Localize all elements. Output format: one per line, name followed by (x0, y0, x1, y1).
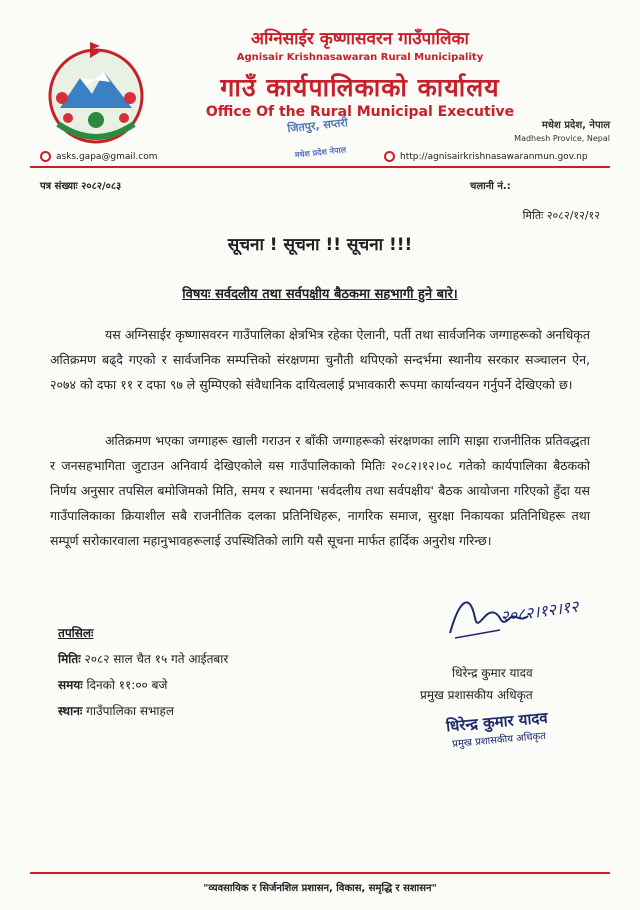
subject-text: विषयः सर्वदलीय तथा सर्वपक्षीय बैठकमा सहभागी हुने बारे। (182, 287, 458, 302)
municipality-name-english: Agnisair Krishnasawaran Rural Municipality (236, 52, 484, 63)
letter-date: मितिः २०८२/१२/१२ (522, 209, 600, 222)
details-time (58, 676, 167, 693)
body-paragraph-2: अतिक्रमण भएका जग्गाहरू खाली गराउन र बाँकी जग्गाहरूको संरक्षणका लागि साझा राजनीतिक प्रतिवद्धता र जनसहभागिता जुटाउन अनिवार्य देखिएकोले यस गाउँपालिकाको मितिः २०८२।१२।०८ गतेको कार्यपालिका बैठकको निर्णय अनुसार तपसिल बमोजिमको मिति, समय र स्थानमा 'सर्वदलीय तथा सर्वपक्षीय' बैठक आयोजना गरिएको हुँदा यस गाउँपालिकाका क्रियाशील सबै राजनीतिक दलका प्रतिनिधिहरू, नागरिक समाज, सुरक्षा निकायका प्रतिनिधिहरू तथा सम्पूर्ण सरोकारवाला महानुभावहरूलाई उपस्थितिको लागि यसै सूचना मार्फत हार्दिक अनुरोध गरिन्छ। (50, 433, 590, 548)
header-divider (30, 166, 610, 168)
municipality-name-nepali: अग्निसाईर कृष्णासवरन गाउँपालिका (251, 29, 469, 49)
name-stamp: धिरेन्द्र कुमार यादव (445, 708, 549, 736)
subject-line (0, 284, 640, 302)
office-name-english: Office Of the Rural Municipal Executive (205, 104, 515, 120)
footer-motto: "व्यवसायिक र सिर्जनशिल प्रशासन, विकास, समृद्धि र सशासन" (203, 883, 437, 894)
details-place-label: स्थानः (58, 704, 83, 718)
details-title: तपसिलः (58, 626, 94, 640)
body-paragraph-1: यस अग्निसाईर कृष्णासवरन गाउँपालिका क्षेत्रभित्र रहेका ऐलानी, पर्ती तथा सार्वजनिक जग्गाहरूको अनधिकृत अतिक्रमण बढ्दै गएको र सार्वजनिक सम्पत्तिको संरक्षणमा चुनौती थपिएको सन्दर्भमा स्थानीय सरकार सञ्चालन ऐन, २०७४ को दफा ११ र दफा ९७ ले सुम्पिएको संवैधानिक दायित्वलाई प्रभावकारी रूपमा कार्यान्वयन गर्नुपर्ने देखिएको छ। (50, 327, 590, 392)
province-english: Madhesh Provice, Nepal (514, 134, 610, 143)
municipality-logo (40, 38, 152, 150)
globe-icon (384, 151, 395, 162)
details-place (58, 702, 174, 719)
details-date-label: मितिः (58, 652, 81, 666)
title-stamp: प्रमुख प्रशासकीय अधिकृत (451, 730, 547, 751)
details-place-value: गाउँपालिका सभाहल (86, 704, 175, 718)
office-name-nepali: गाउँ कार्यपालिकाको कार्यालय (220, 73, 500, 102)
details-date (58, 650, 228, 667)
stamp-line-1: जितपुर, सप्तरी (286, 115, 349, 136)
email-text: asks.gapa@gmail.com (56, 151, 158, 162)
reference-number: पत्र संख्याः २०८२/०८३ (40, 181, 122, 192)
details-time-value: दिनको ११:०० बजे (86, 678, 168, 692)
stamp-line-2: मधेश प्रदेश नेपाल (294, 145, 347, 160)
office-stamp (257, 112, 383, 184)
details-time-label: समयः (58, 678, 83, 692)
details-date-value: २०८२ साल चैत १५ गते आईतबार (84, 652, 229, 666)
signatory-title: प्रमुख प्रशासकीय अधिकृत (420, 688, 533, 702)
signed-date: २०८२।१२।१२ (499, 596, 580, 627)
website-contact[interactable] (384, 151, 588, 162)
email-contact[interactable] (40, 151, 158, 162)
website-text: http://agnisairkrishnasawaranmun.gov.np (400, 151, 588, 162)
notice-title: सूचना ! सूचना !! सूचना !!! (227, 235, 413, 255)
dispatch-number: चलानी नं.: (470, 181, 511, 192)
province-nepali: मधेश प्रदेश, नेपाल (541, 120, 610, 131)
footer-divider (30, 872, 610, 874)
signatory-name: धिरेन्द्र कुमार यादव (452, 666, 533, 680)
email-icon (40, 151, 51, 162)
